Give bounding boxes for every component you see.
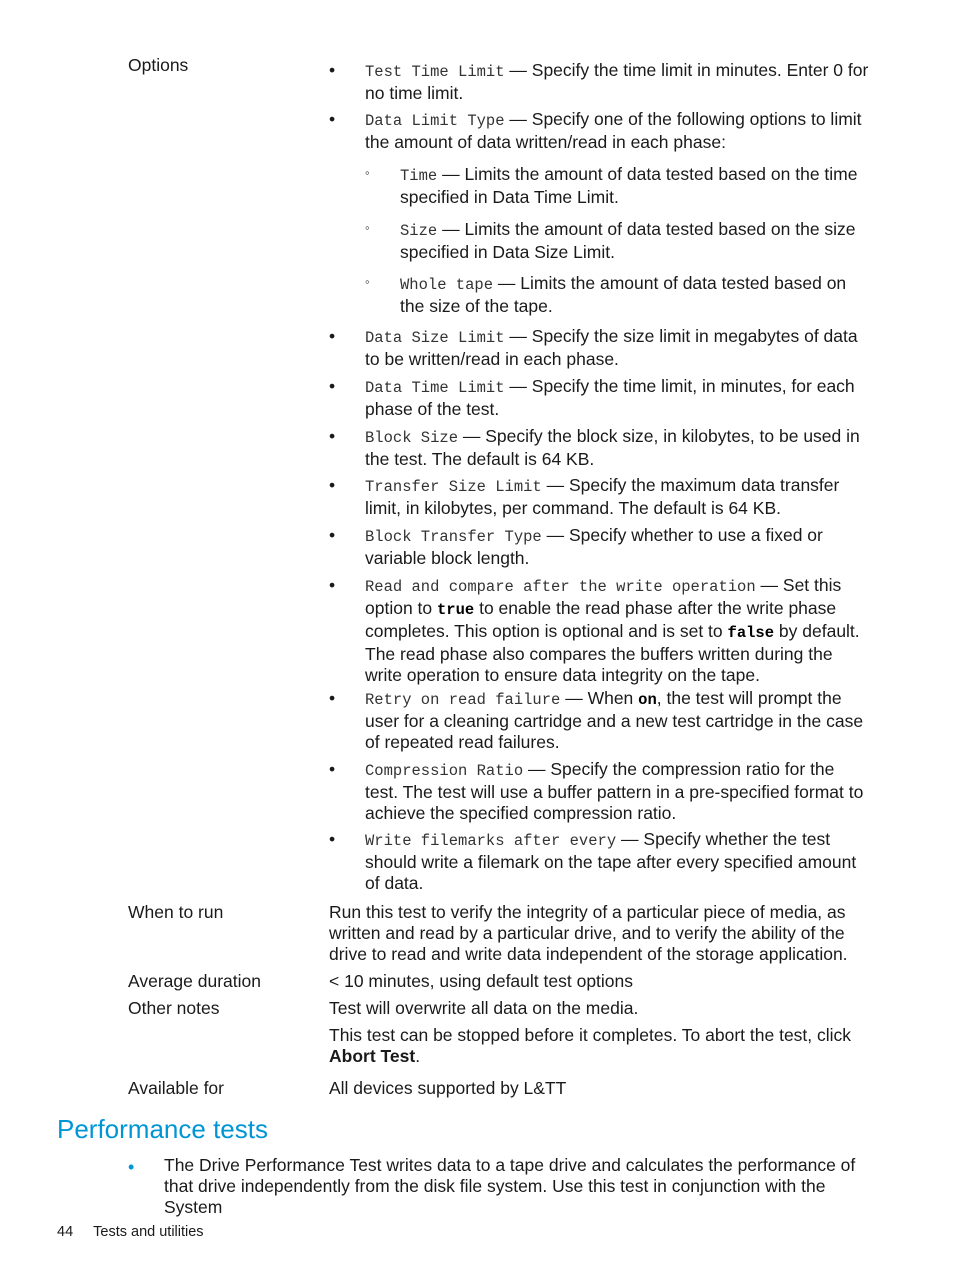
section-bullet-text: The Drive Performance Test writes data to a tape drive and calculates the performance of that drive independently from the disk file system. Use this test in conjunction with the System	[164, 1155, 856, 1217]
sub-option-description: Limits the amount of data tested based on the time specified in Data Time Limit.	[400, 164, 858, 207]
chapter-title: Tests and utilities	[93, 1224, 204, 1240]
option-description: Specify the time limit, in minutes, for each phase of the test.	[365, 376, 855, 419]
option-item	[365, 688, 870, 753]
sub-option-dash: —	[437, 219, 465, 239]
sub-option-name: Size	[400, 222, 438, 240]
option-bullet: •	[329, 829, 336, 849]
option-name: Write filemarks after every	[365, 832, 617, 850]
sub-option-description: Limits the amount of data tested based on the size specified in Data Size Limit.	[400, 219, 856, 262]
option-name: Block Size	[365, 429, 459, 447]
option-dash: —	[523, 759, 551, 779]
option-description: Specify the compression ratio for the test. The test will use a buffer pattern in a pre-specified format to achieve the specified compression ratio.	[365, 759, 864, 823]
option-description: Specify whether to use a fixed or variable block length.	[365, 525, 823, 568]
option-name: Transfer Size Limit	[365, 478, 542, 496]
option-item	[365, 829, 870, 894]
abort-test-label: Abort Test	[329, 1046, 416, 1066]
option-item	[365, 326, 870, 370]
notes-text: This test can be stopped before it completes. To abort the test, click	[329, 1025, 852, 1045]
sub-option-dash: —	[437, 164, 465, 184]
option-name: Block Transfer Type	[365, 528, 542, 546]
option-description: Specify whether the test should write a filemark on the tape after every specified amount of data.	[365, 829, 857, 893]
option-bullet: •	[329, 376, 336, 396]
sub-option-name: Time	[400, 167, 438, 185]
option-name: Data Limit Type	[365, 112, 505, 130]
sub-option-name: Whole tape	[400, 276, 494, 294]
option-value: on	[638, 691, 657, 709]
option-dash: —	[504, 109, 532, 129]
when-to-run-text: Run this test to verify the integrity of a particular piece of media, as written and read by a particular drive, and to verify the ability of the drive to read and write data independent of the storage application.	[329, 902, 848, 964]
available-for-label: Available for	[128, 1078, 224, 1098]
option-bullet: •	[329, 475, 336, 495]
option-bullet: •	[329, 688, 336, 708]
option-description: to enable the read phase after the write phase completes. This option is optional and is set to	[365, 598, 837, 641]
sub-option-item	[400, 219, 870, 263]
available-for-text: All devices supported by L&TT	[329, 1078, 567, 1098]
sub-option-bullet: ◦	[365, 274, 370, 289]
page-number: 44	[57, 1224, 74, 1240]
option-description: When	[587, 688, 639, 708]
option-description: , the test will prompt the user for a cleaning cartridge and a new test cartridge in the case of repeated read failures.	[365, 688, 864, 752]
option-item	[365, 109, 870, 153]
option-description: Specify the size limit in megabytes of data to be written/read in each phase.	[365, 326, 858, 369]
option-description: Specify one of the following options to limit the amount of data written/read in each phase:	[365, 109, 862, 152]
option-name: Retry on read failure	[365, 691, 561, 709]
option-item	[365, 376, 870, 420]
option-name: Test Time Limit	[365, 63, 505, 81]
page-footer	[57, 1222, 224, 1243]
option-description: Specify the maximum data transfer limit, in kilobytes, per command. The default is 64 KB.	[365, 475, 840, 518]
option-item	[365, 575, 870, 686]
sub-option-description: Limits the amount of data tested based on the size of the tape.	[400, 273, 847, 316]
option-description: by default. The read phase also compares the buffers written during the write operation to ensure data integrity on the tape.	[365, 621, 860, 685]
section-bullet: •	[128, 1157, 135, 1177]
option-item	[365, 759, 870, 824]
sub-option-bullet: ◦	[365, 165, 370, 180]
sub-option-item	[400, 164, 870, 208]
option-bullet: •	[329, 575, 336, 595]
average-duration-text: < 10 minutes, using default test options	[329, 971, 634, 991]
when-to-run-label: When to run	[128, 902, 224, 922]
option-dash: —	[504, 60, 532, 80]
option-name: Read and compare after the write operation	[365, 578, 756, 596]
option-bullet: •	[329, 759, 336, 779]
average-duration-label: Average duration	[128, 971, 261, 991]
option-dash: —	[504, 326, 532, 346]
option-dash: —	[541, 525, 569, 545]
option-value: true	[437, 601, 475, 619]
sub-option-bullet: ◦	[365, 220, 370, 235]
option-value: false	[727, 624, 775, 642]
other-notes-text-2	[329, 1025, 874, 1067]
option-dash: —	[504, 376, 532, 396]
option-bullet: •	[329, 426, 336, 446]
options-label: Options	[128, 55, 189, 75]
option-description: Specify the time limit in minutes. Enter 0 for no time limit.	[365, 60, 869, 103]
option-item	[365, 525, 870, 569]
option-dash: —	[755, 575, 783, 595]
option-name: Data Time Limit	[365, 379, 505, 397]
option-bullet: •	[329, 525, 336, 545]
notes-period: .	[415, 1046, 421, 1066]
other-notes-text-1: Test will overwrite all data on the media.	[329, 998, 639, 1018]
option-item	[365, 426, 870, 470]
option-dash: —	[560, 688, 588, 708]
option-dash: —	[616, 829, 644, 849]
option-bullet: •	[329, 109, 336, 129]
option-item	[365, 475, 870, 519]
option-name: Data Size Limit	[365, 329, 505, 347]
option-bullet: •	[329, 326, 336, 346]
option-item	[365, 60, 870, 104]
option-description: Specify the block size, in kilobytes, to be used in the test. The default is 64 KB.	[365, 426, 860, 469]
option-dash: —	[541, 475, 569, 495]
other-notes-label: Other notes	[128, 998, 220, 1018]
option-bullet: •	[329, 60, 336, 80]
section-heading: Performance tests	[57, 1114, 268, 1144]
option-name: Compression Ratio	[365, 762, 524, 780]
option-description: Set this option to	[365, 575, 842, 618]
sub-option-dash: —	[493, 273, 521, 293]
option-dash: —	[458, 426, 486, 446]
sub-option-item	[400, 273, 870, 317]
